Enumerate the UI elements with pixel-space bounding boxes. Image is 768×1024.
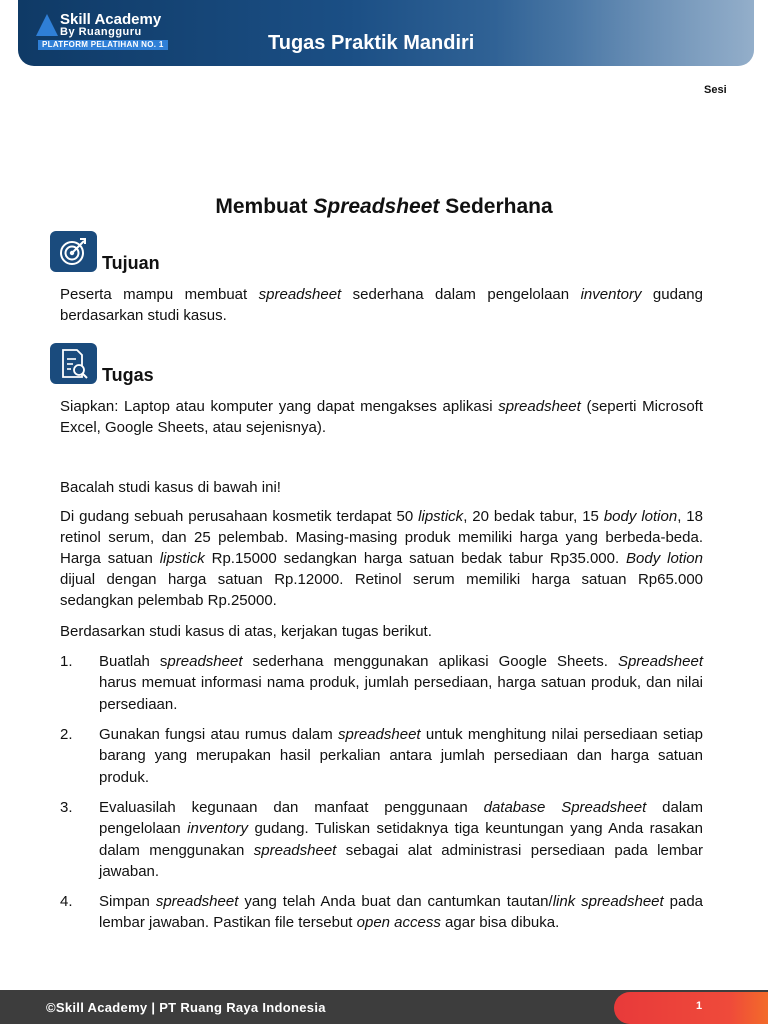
list-item: 3. Evaluasilah kegunaan dan manfaat penggunaan database Spreadsheet dalam pengelolaan inventory gudang. Tuliskan setidaknya tiga keuntungan yang Anda rasakan dalam menggunakan spreadsheet sebagai alat administrasi persediaan pada lembar jawaban.: [60, 799, 704, 880]
target-icon: [50, 231, 97, 272]
instruksi-paragraph: Berdasarkan studi kasus di atas, kerjakan tugas berikut.: [60, 623, 432, 640]
page-number-badge: [614, 992, 768, 1024]
logo-tagline: PLATFORM PELATIHAN NO. 1: [38, 40, 168, 50]
session-label: Sesi: [704, 84, 727, 96]
siapkan-paragraph: Siapkan: Laptop atau komputer yang dapat mengakses aplikasi spreadsheet (seperti Microsoft Excel, Google Sheets, atau sejenisnya).: [60, 398, 704, 436]
bacalah-paragraph: Bacalah studi kasus di bawah ini!: [60, 479, 281, 496]
section-heading-tugas: Tugas: [102, 365, 154, 385]
logo-icon: [36, 14, 58, 36]
header-title: Tugas Praktik Mandiri: [268, 32, 475, 54]
studi-kasus-paragraph: Di gudang sebuah perusahaan kosmetik terdapat 50 lipstick, 20 bedak tabur, 15 body lotion, 18 retinol serum, dan 25 pelembab. Masing-masing produk memiliki harga yang berbeda-beda. Harga satuan lipstick Rp.15000 sedangkan harga satuan bedak tabur Rp35.000. Body lotion dijual dengan harga satuan Rp.12000. Retinol serum memiliki harga satuan Rp65.000 sedangkan pelembab Rp.25000.: [60, 508, 703, 609]
document-search-icon: [50, 343, 97, 384]
section-heading-tujuan: Tujuan: [102, 253, 160, 273]
title-part: Membuat: [215, 195, 314, 218]
list-item: 1. Buatlah spreadsheet sederhana menggunakan aplikasi Google Sheets. Spreadsheet harus memuat informasi nama produk, jumlah persediaan, harga satuan produk, dan nilai persediaan.: [60, 653, 704, 713]
list-item: 2. Gunakan fungsi atau rumus dalam spreadsheet untuk menghitung nilai persediaan setiap barang yang merupakan hasil perkalian antara jumlah persediaan dan harga satuan produk.: [60, 726, 704, 786]
list-item: 4. Simpan spreadsheet yang telah Anda buat dan cantumkan tautan/link spreadsheet pada lembar jawaban. Pastikan file tersebut open access agar bisa dibuka.: [60, 893, 704, 932]
document-title: [0, 195, 768, 219]
logo-subtitle: By Ruangguru: [60, 26, 142, 38]
footer-copyright: ©Skill Academy | PT Ruang Raya Indonesia: [46, 1000, 326, 1015]
tujuan-paragraph: Peserta mampu membuat spreadsheet sederhana dalam pengelolaan inventory gudang berdasarkan studi kasus.: [60, 286, 703, 324]
header-banner: [18, 0, 754, 66]
header-decoration: [494, 0, 754, 66]
title-part: Sederhana: [439, 195, 553, 218]
title-part-italic: Spreadsheet: [313, 195, 440, 218]
logo-name: Skill Academy: [60, 11, 162, 28]
page-number: 1: [696, 1000, 703, 1012]
